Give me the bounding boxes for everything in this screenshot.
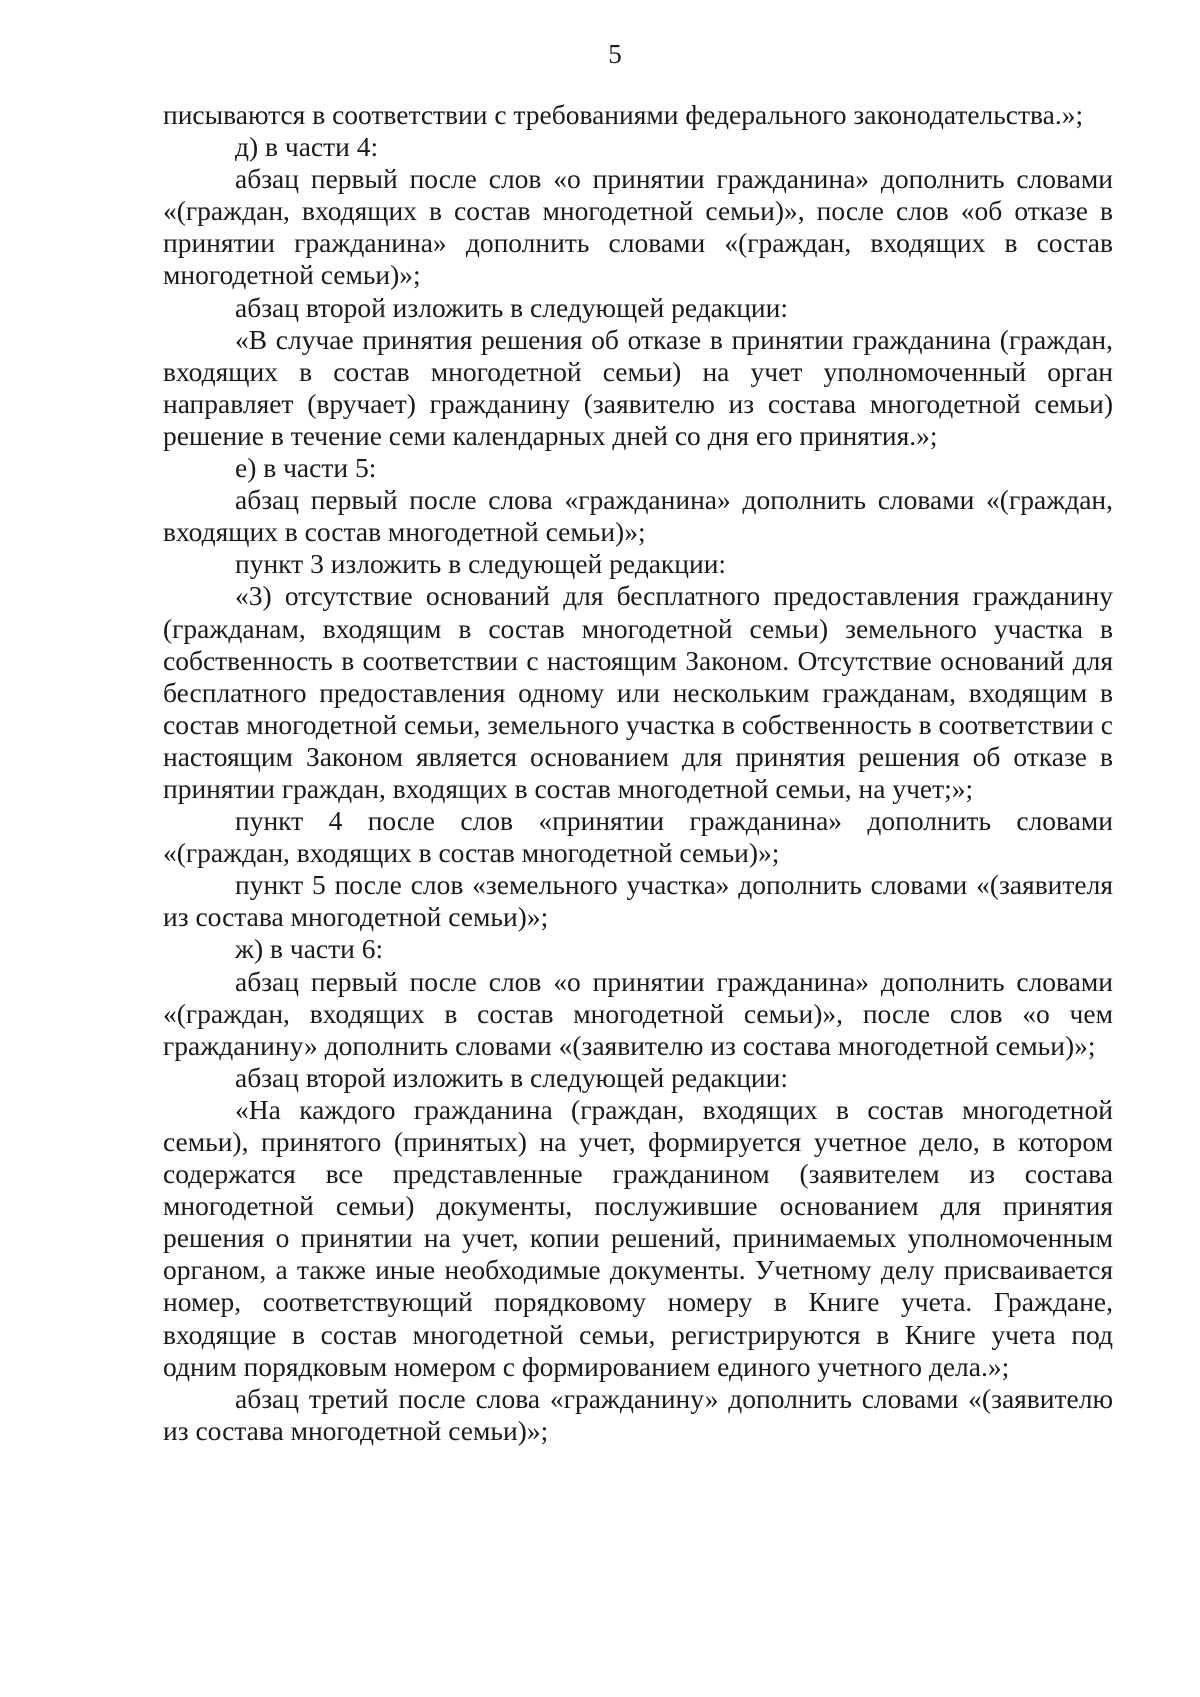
- document-body: [163, 99, 1113, 1447]
- paragraph: абзац первый после слова «гражданина» дополнить словами «(граждан, входящих в состав многодетной семьи)»;: [163, 484, 1113, 548]
- paragraph: абзац первый после слов «о принятии гражданина» дополнить словами «(граждан, входящих в состав многодетной семьи)», после слов «об отказе в принятии гражданина» дополнить словами «(граждан, входящих в состав многодетной семьи)»;: [163, 163, 1113, 291]
- paragraph-continuation: писываются в соответствии с требованиями федерального законодательства.»;: [163, 99, 1084, 130]
- page-number: 5: [608, 39, 622, 69]
- paragraph: пункт 4 после слов «принятии гражданина» дополнить словами «(граждан, входящих в состав многодетной семьи)»;: [163, 805, 1113, 869]
- paragraph-subitem-e: е) в части 5:: [235, 452, 377, 484]
- paragraph: пункт 3 изложить в следующей редакции:: [235, 548, 727, 580]
- paragraph-subitem-zh: ж) в части 6:: [235, 933, 384, 965]
- paragraph: абзац второй изложить в следующей редакции:: [235, 291, 789, 323]
- paragraph-quote: «На каждого гражданина (граждан, входящих в состав многодетной семьи), принятого (принятых) на учет, формируется учетное дело, в котором содержатся все представленные гражданином (заявителем из состава многодетной семьи) документы, послужившие основанием для принятия решения о принятии на учет, копии решений, принимаемых уполномоченным органом, а также иные необходимые документы. Учетному делу присваивается номер, соответствующий порядковому номеру в Книге учета. Граждане, входящие в состав многодетной семьи, регистрируются в Книге учета под одним порядковым номером с формированием единого учетного дела.»;: [163, 1093, 1113, 1382]
- paragraph-quote: «В случае принятия решения об отказе в принятии гражданина (граждан, входящих в состав многодетной семьи) на учет уполномоченный орган направляет (вручает) гражданину (заявителю из состава многодетной семьи) решение в течение семи календарных дней со дня его принятия.»;: [163, 323, 1113, 451]
- paragraph: абзац третий после слова «гражданину» дополнить словами «(заявителю из состава многодетной семьи)»;: [163, 1382, 1113, 1446]
- paragraph: абзац второй изложить в следующей редакции:: [235, 1061, 789, 1093]
- paragraph-subitem-d: д) в части 4:: [235, 131, 379, 163]
- paragraph: абзац первый после слов «о принятии гражданина» дополнить словами «(граждан, входящих в состав многодетной семьи)», после слов «о чем гражданину» дополнить словами «(заявителю из состава многодетной семьи)»;: [163, 965, 1113, 1061]
- paragraph: пункт 5 после слов «земельного участка» дополнить словами «(заявителя из состава многодетной семьи)»;: [163, 869, 1113, 933]
- paragraph-quote: «3) отсутствие оснований для бесплатного предоставления гражданину (гражданам, входящим в состав многодетной семьи) земельного участка в собственность в соответствии с настоящим Законом. Отсутствие оснований для бесплатного предоставления одному или нескольким гражданам, входящим в состав многодетной семьи, земельного участка в собственность в соответствии с настоящим Законом является основанием для принятия решения об отказе в принятии граждан, входящих в состав многодетной семьи, на учет;»;: [163, 580, 1113, 804]
